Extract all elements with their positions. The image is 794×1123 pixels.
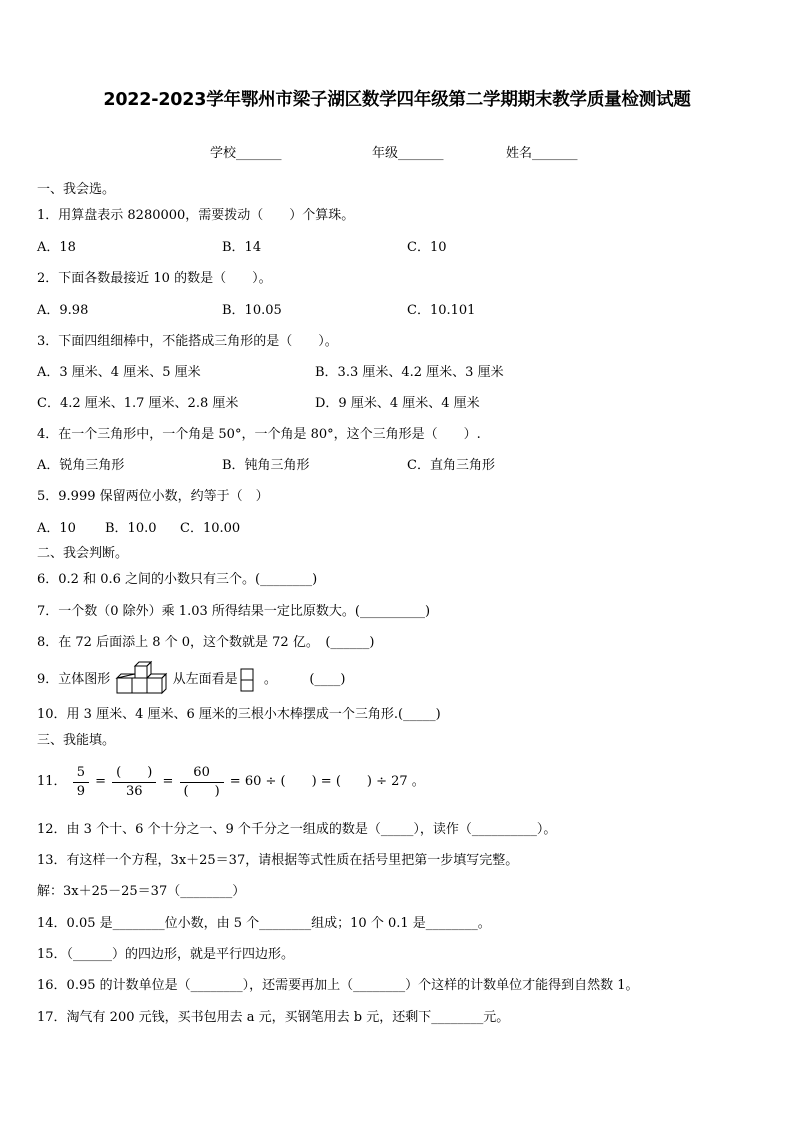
q1-option-b: B．14 — [222, 240, 262, 255]
question-1: 1．用算盘表示 8280000，需要拨动（ ）个算珠。 — [37, 208, 355, 223]
question-9 — [37, 672, 346, 688]
q9-suffix: 。 (____) — [263, 672, 346, 687]
q11-label: 11． — [37, 774, 67, 789]
question-13: 13．有这样一个方程，3x＋25＝37，请根据等式性质在括号里把第一步填写完整。 — [37, 853, 519, 868]
q11-f3-numerator: 60 — [180, 764, 224, 783]
q5-option-c: C．10.00 — [180, 521, 241, 536]
question-11 — [37, 761, 425, 804]
question-3: 3．下面四组细棒中，不能搭成三角形的是（ ）。 — [37, 334, 338, 349]
q1-option-a: A．18 — [37, 240, 76, 255]
school-field: 学校_______ — [210, 146, 282, 161]
q2-option-c: C．10.101 — [407, 303, 476, 318]
question-14: 14．0.05 是________位小数，由 5 个________组成；10 个 0.1 是________。 — [37, 916, 491, 931]
q2-option-a: A．9.98 — [37, 303, 89, 318]
q4-option-b: B．钝角三角形 — [222, 458, 310, 473]
q3-option-c: C．4.2 厘米、1.7 厘米、2.8 厘米 — [37, 396, 239, 411]
q11-fraction-1 — [73, 764, 89, 801]
q11-tail: = 60 ÷ ( ) = ( ) ÷ 27 。 — [229, 774, 425, 789]
grade-field: 年级_______ — [372, 146, 444, 161]
q11-f2-denominator: 36 — [125, 783, 143, 799]
question-7: 7．一个数（0 除外）乘 1.03 所得结果一定比原数大。(__________) — [37, 604, 431, 619]
question-16: 16．0.95 的计数单位是（________），还需要再加上（________）个这样的计数单位才能得到自然数 1。 — [37, 978, 639, 993]
q9-prefix: 9．立体图形 — [37, 672, 111, 687]
q11-f3-denominator: ( ) — [183, 783, 220, 799]
question-8: 8．在 72 后面添上 8 个 0，这个数就是 72 亿。 (______) — [37, 635, 375, 650]
question-13-solution: 解：3x＋25－25＝37（________） — [37, 884, 246, 899]
q11-equals-2: = — [162, 774, 174, 789]
q11-fraction-2 — [112, 764, 156, 801]
page-title: 2022-2023学年鄂州市梁子湖区数学四年级第二学期期末教学质量检测试题 — [103, 90, 691, 110]
question-10: 10．用 3 厘米、4 厘米、6 厘米的三根小木棒摆成一个三角形.(_____) — [37, 707, 441, 722]
question-15: 15．（______）的四边形，就是平行四边形。 — [37, 947, 295, 962]
left-view-icon — [240, 668, 254, 692]
q11-f1-denominator: 9 — [76, 783, 85, 799]
q3-option-a: A．3 厘米、4 厘米、5 厘米 — [37, 365, 201, 380]
question-5: 5．9.999 保留两位小数，约等于（ ） — [37, 489, 269, 504]
question-12: 12．由 3 个十、6 个十分之一、9 个千分之一组成的数是（_____），读作（__________）。 — [37, 822, 557, 837]
question-4: 4．在一个三角形中，一个角是 50°，一个角是 80°，这个三角形是（ ）. — [37, 427, 481, 442]
section-heading-judge: 二、我会判断。 — [37, 546, 129, 561]
q11-f2-numerator: ( ) — [112, 764, 156, 783]
q5-option-b: B．10.0 — [105, 521, 157, 536]
q11-equals-1: = — [95, 774, 107, 789]
q3-option-d: D．9 厘米、4 厘米、4 厘米 — [315, 396, 480, 411]
section-heading-choose: 一、我会选。 — [37, 182, 116, 197]
q4-option-c: C．直角三角形 — [407, 458, 495, 473]
q11-fraction-3 — [180, 764, 224, 801]
q4-option-a: A．锐角三角形 — [37, 458, 125, 473]
question-6: 6．0.2 和 0.6 之间的小数只有三个。(________) — [37, 572, 318, 587]
question-2: 2．下面各数最接近 10 的数是（ ）。 — [37, 271, 272, 286]
section-heading-fill: 三、我能填。 — [37, 733, 116, 748]
question-17: 17．淘气有 200 元钱，买书包用去 a 元，买钢笔用去 b 元，还剩下________元。 — [37, 1010, 510, 1025]
q5-option-a: A．10 — [37, 521, 76, 536]
q11-f1-numerator: 5 — [73, 764, 89, 783]
q3-option-b: B．3.3 厘米、4.2 厘米、3 厘米 — [315, 365, 504, 380]
q9-middle: 从左面看是 — [172, 672, 238, 687]
q2-option-b: B．10.05 — [222, 303, 282, 318]
solid-figure-icon — [115, 660, 169, 696]
name-field: 姓名_______ — [506, 146, 578, 161]
q1-option-c: C．10 — [407, 240, 447, 255]
